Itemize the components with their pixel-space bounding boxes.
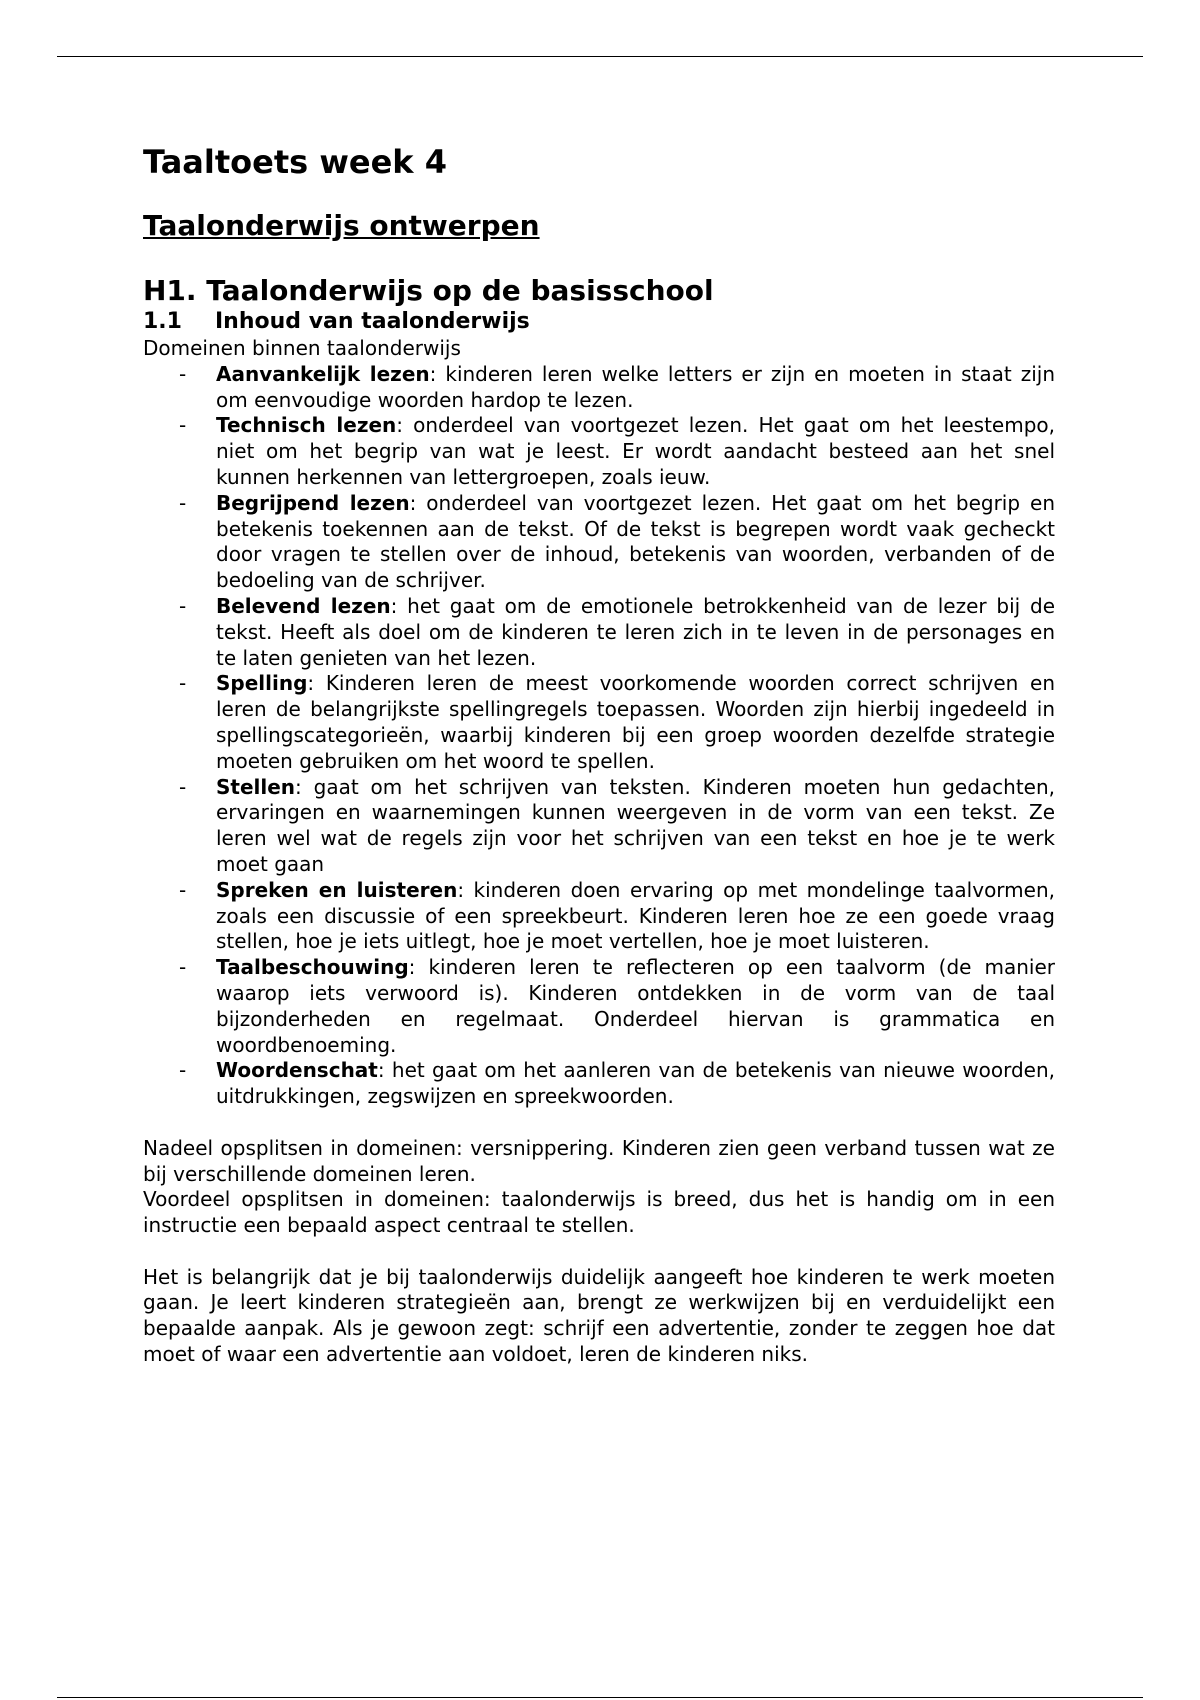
bullet-dash: - (179, 877, 187, 902)
domain-description: : kinderen doen ervaring op met mondelinge taalvormen, zoals een discussie of een spreekbeurt. Kinderen leren hoe ze een goede vraag stellen, hoe je iets uitlegt, hoe je moet vertellen, hoe je moet luisteren. (216, 877, 1055, 954)
domain-description: : het gaat om de emotionele betrokkenheid van de lezer bij de tekst. Heeft als doel om de kinderen te leren zich in te leven in de personages en te laten genieten van het lezen. (216, 593, 1056, 670)
section-title: Inhoud van taalonderwijs (215, 309, 530, 334)
domain-term: Stellen (216, 774, 296, 799)
document-body (143, 138, 1055, 1368)
domain-term: Spreken en luisteren (216, 877, 458, 902)
list-item (143, 955, 1055, 1058)
domains-list (143, 362, 1055, 1110)
domain-description: : onderdeel van voortgezet lezen. Het gaat om het begrip en betekenis toekennen aan de tekst. Of de tekst is begrepen wordt vaak gecheckt door vragen te stellen over de inhoud, betekenis van woorden, verbanden of de bedoeling van de schrijver. (216, 490, 1055, 593)
domain-term: Woordenschat (216, 1058, 378, 1083)
list-item (143, 362, 1055, 414)
list-item (143, 413, 1055, 490)
footer-rule (57, 1697, 1143, 1698)
domain-term: Belevend lezen (216, 593, 391, 618)
bullet-dash: - (179, 671, 187, 696)
list-item (143, 1058, 1055, 1110)
bullet-dash: - (179, 1058, 187, 1083)
document-subtitle: Taalonderwijs ontwerpen (143, 209, 540, 242)
domain-description: : Kinderen leren de meest voorkomende woorden correct schrijven en leren de belangrijkste spellingregels toepassen. Woorden zijn hierbij ingedeeld in spellingscategorieën, waarbij kinderen bij een groep woorden dezelfde strategie moeten gebruiken om het woord te spellen. (216, 671, 1055, 773)
bullet-dash: - (179, 361, 187, 386)
domain-description: : onderdeel van voortgezet lezen. Het gaat om het leestempo, niet om het begrip van wat je leest. Er wordt aandacht besteed aan het snel kunnen herkennen van lettergroepen, zoals ieuw. (216, 413, 1055, 489)
domain-description: : het gaat om het aanleren van de betekenis van nieuwe woorden, uitdrukkingen, zegswijzen en spreekwoorden. (216, 1058, 1055, 1109)
domain-term: Aanvankelijk lezen (216, 361, 430, 386)
list-item (143, 594, 1055, 671)
bullet-dash: - (179, 955, 187, 980)
advantage-paragraph: Voordeel opsplitsen in domeinen: taalonderwijs is breed, dus het is handig om in een instructie een bepaald aspect centraal te stellen. (143, 1187, 1055, 1238)
bullet-dash: - (179, 490, 187, 515)
header-rule (57, 56, 1143, 57)
list-item (143, 775, 1055, 878)
domain-term: Spelling (216, 671, 308, 696)
list-item (143, 671, 1055, 774)
bullet-dash: - (179, 774, 187, 799)
domain-term: Technisch lezen (216, 413, 397, 438)
list-item (143, 491, 1055, 594)
bullet-dash: - (179, 593, 187, 618)
domain-term: Begrijpend lezen (216, 490, 410, 515)
chapter-heading: H1. Taalonderwijs op de basisschool (143, 274, 714, 307)
domain-term: Taalbeschouwing (216, 955, 409, 980)
document-title: Taaltoets week 4 (143, 143, 447, 181)
domains-intro: Domeinen binnen taalonderwijs (143, 336, 461, 360)
disadvantage-paragraph: Nadeel opsplitsen in domeinen: versnippering. Kinderen zien geen verband tussen wat ze bij verschillende domeinen leren. (143, 1135, 1055, 1186)
domain-description: : kinderen leren te reflecteren op een taalvorm (de manier waarop iets verwoord is). Kinderen ontdekken in de vorm van de taal bijzonderheden en regelmaat. Onderdeel hiervan is grammatica en woordbenoeming. (216, 955, 1055, 1057)
list-item (143, 878, 1055, 955)
section-number: 1.1 (143, 309, 182, 334)
domain-description: : kinderen leren welke letters er zijn en moeten in staat zijn om eenvoudige woorden hardop te lezen. (216, 361, 1055, 412)
closing-paragraph: Het is belangrijk dat je bij taalonderwijs duidelijk aangeeft hoe kinderen te werk moeten gaan. Je leert kinderen strategieën aan, brengt ze werkwijzen bij en verduidelijkt een bepaalde aanpak. Als je gewoon zegt: schrijf een advertentie, zonder te zeggen hoe dat moet of waar een advertentie aan voldoet, leren de kinderen niks. (143, 1264, 1055, 1367)
section-heading (143, 308, 1055, 336)
bullet-dash: - (179, 413, 187, 438)
domain-description: : gaat om het schrijven van teksten. Kinderen moeten hun gedachten, ervaringen en waarnemingen kunnen weergeven in de vorm van een tekst. Ze leren wel wat de regels zijn voor het schrijven van een tekst en hoe je te werk moet gaan (216, 774, 1055, 876)
